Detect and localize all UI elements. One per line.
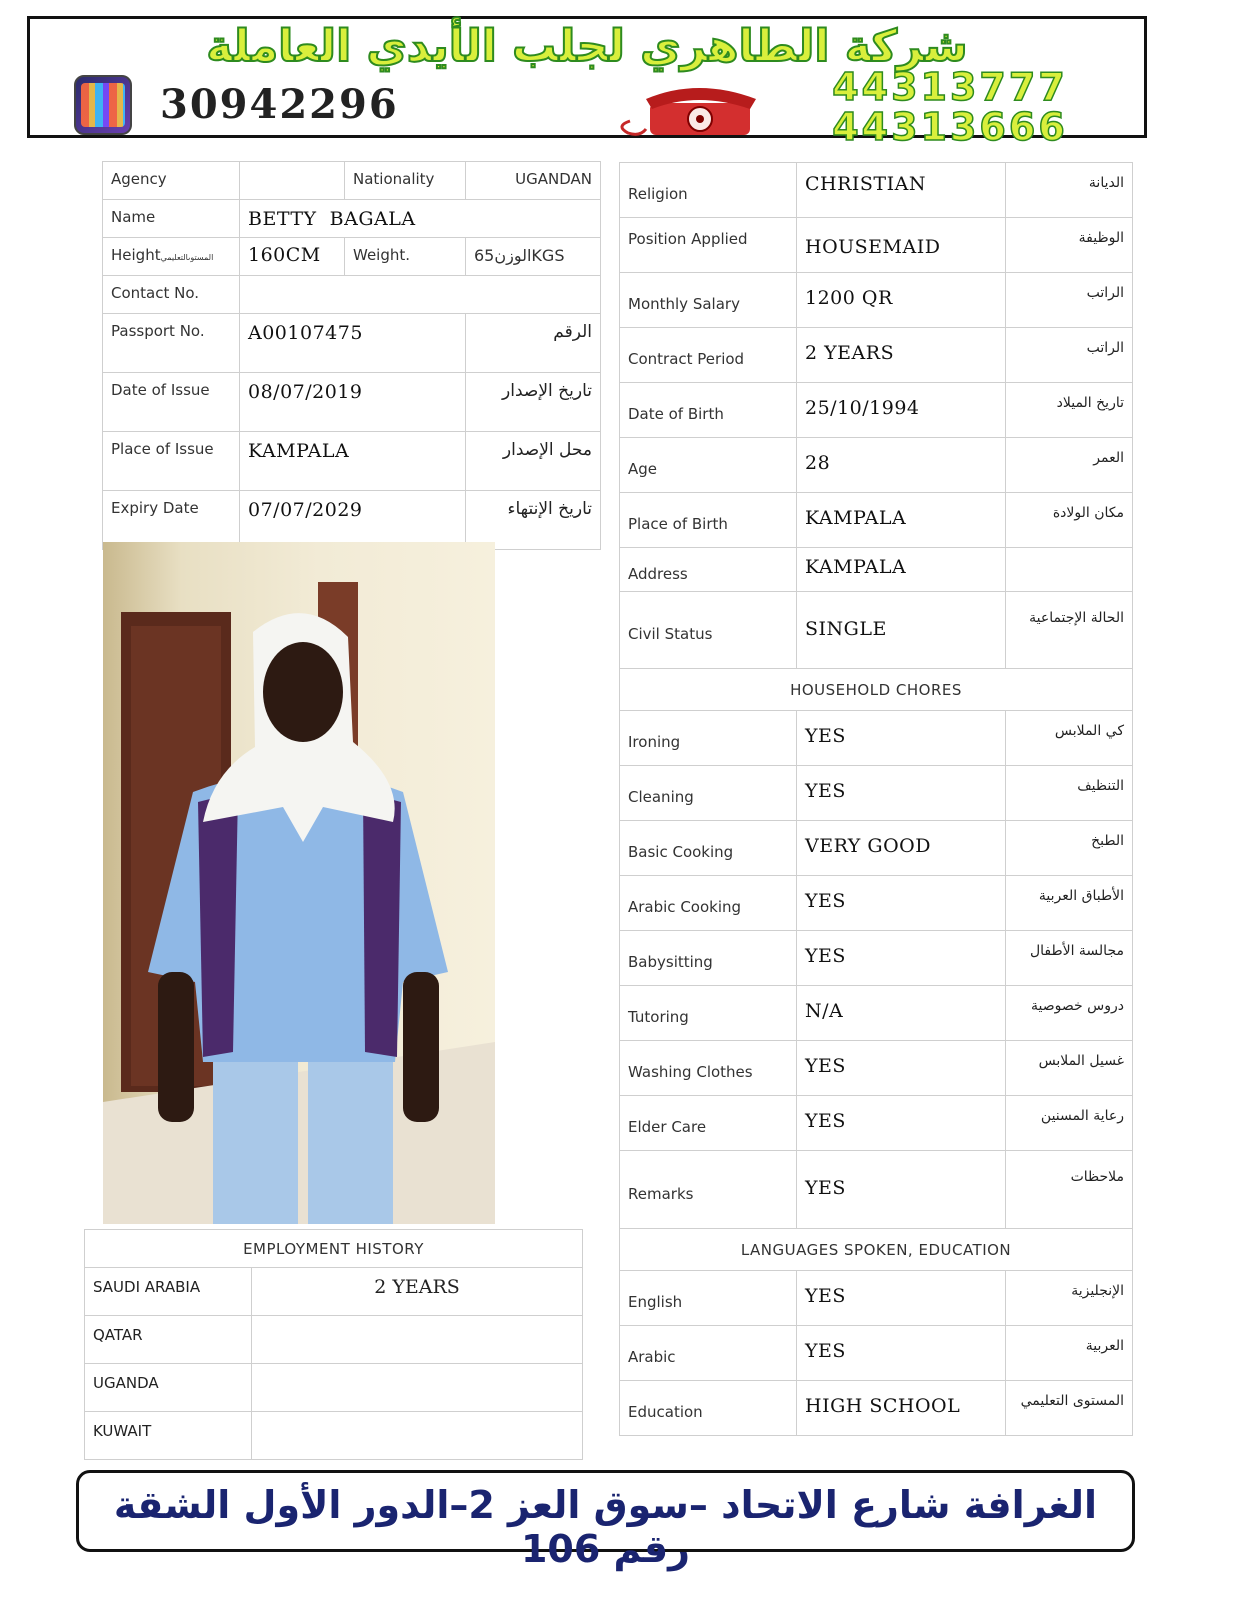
language-label: Education bbox=[620, 1381, 797, 1436]
passport-arabic-label: الرقم bbox=[466, 314, 601, 373]
detail-row bbox=[620, 592, 1133, 669]
detail-arabic-label: مكان الولادة bbox=[1006, 493, 1133, 548]
detail-arabic-label: الوظيفة bbox=[1006, 218, 1133, 273]
employment-heading: EMPLOYMENT HISTORY bbox=[85, 1230, 583, 1268]
address-footer bbox=[76, 1470, 1135, 1571]
detail-value: 25/10/1994 bbox=[797, 383, 1006, 438]
issue-place-value: KAMPALA bbox=[240, 432, 466, 491]
height-value: 160CM bbox=[240, 238, 345, 276]
nationality-value: UGANDAN bbox=[466, 162, 601, 200]
chore-label: Arabic Cooking bbox=[620, 876, 797, 931]
detail-row bbox=[620, 328, 1133, 383]
height-label: Height bbox=[111, 246, 161, 264]
detail-value: HOUSEMAID bbox=[797, 218, 1006, 273]
chore-row bbox=[620, 986, 1133, 1041]
issue-place-label: Place of Issue bbox=[103, 432, 240, 491]
detail-arabic-label: الديانة bbox=[1006, 163, 1133, 218]
detail-label: Civil Status bbox=[620, 592, 797, 669]
chore-arabic-label: رعاية المسنين bbox=[1006, 1096, 1133, 1151]
language-row bbox=[620, 1271, 1133, 1326]
chore-row bbox=[620, 1041, 1133, 1096]
language-arabic-label: العربية bbox=[1006, 1326, 1133, 1381]
detail-label: Address bbox=[620, 548, 797, 592]
detail-arabic-label: الحالة الإجتماعية bbox=[1006, 592, 1133, 669]
detail-row bbox=[620, 383, 1133, 438]
detail-arabic-label: الراتب bbox=[1006, 273, 1133, 328]
expiry-arabic-label: تاريخ الإنتهاء bbox=[466, 491, 601, 550]
chore-row bbox=[620, 1096, 1133, 1151]
employment-years: 2 YEARS bbox=[252, 1268, 583, 1316]
candidate-details-table bbox=[619, 162, 1133, 1436]
expiry-label: Expiry Date bbox=[103, 491, 240, 550]
employment-row bbox=[85, 1316, 583, 1364]
language-label: English bbox=[620, 1271, 797, 1326]
candidate-photo bbox=[103, 542, 495, 1224]
chore-value: YES bbox=[797, 766, 1006, 821]
landline-number-1: 44313777 bbox=[832, 65, 1068, 109]
chore-value: YES bbox=[797, 1041, 1006, 1096]
height-label-cell bbox=[103, 238, 240, 276]
chore-row bbox=[620, 711, 1133, 766]
chore-value: YES bbox=[797, 931, 1006, 986]
nationality-label: Nationality bbox=[345, 162, 466, 200]
detail-value: 28 bbox=[797, 438, 1006, 493]
detail-value: SINGLE bbox=[797, 592, 1006, 669]
chore-value: YES bbox=[797, 1096, 1006, 1151]
employment-country: UGANDA bbox=[85, 1364, 252, 1412]
agency-value bbox=[240, 162, 345, 200]
chore-row bbox=[620, 876, 1133, 931]
agency-label: Agency bbox=[103, 162, 240, 200]
chore-arabic-label: التنظيف bbox=[1006, 766, 1133, 821]
employment-history-table bbox=[84, 1229, 583, 1460]
name-label: Name bbox=[103, 200, 240, 238]
employment-row bbox=[85, 1412, 583, 1460]
chore-arabic-label: دروس خصوصية bbox=[1006, 986, 1133, 1041]
chore-arabic-label: الطبخ bbox=[1006, 821, 1133, 876]
issue-date-value: 08/07/2019 bbox=[240, 373, 466, 432]
height-small-arabic: المستوىالتعليمي bbox=[160, 253, 214, 262]
weight-value: 65الوزنKGS bbox=[466, 238, 601, 276]
detail-label: Contract Period bbox=[620, 328, 797, 383]
household-chores-heading: HOUSEHOLD CHORES bbox=[620, 669, 1133, 711]
detail-row bbox=[620, 218, 1133, 273]
chore-label: Elder Care bbox=[620, 1096, 797, 1151]
header-banner bbox=[27, 16, 1147, 149]
chore-value: YES bbox=[797, 1151, 1006, 1229]
chore-label: Cleaning bbox=[620, 766, 797, 821]
landline-number-2: 44313666 bbox=[832, 105, 1068, 149]
detail-value: 1200 QR bbox=[797, 273, 1006, 328]
chore-label: Remarks bbox=[620, 1151, 797, 1229]
detail-label: Date of Birth bbox=[620, 383, 797, 438]
weight-label: Weight. bbox=[345, 238, 466, 276]
company-name: شركة الطاهري لجلب الأيدي العاملة bbox=[206, 21, 968, 72]
passport-info-table bbox=[102, 161, 601, 550]
detail-label: Age bbox=[620, 438, 797, 493]
detail-value: 2 YEARS bbox=[797, 328, 1006, 383]
language-label: Arabic bbox=[620, 1326, 797, 1381]
employment-country: SAUDI ARABIA bbox=[85, 1268, 252, 1316]
detail-label: Religion bbox=[620, 163, 797, 218]
chore-value: YES bbox=[797, 876, 1006, 931]
language-arabic-label: المستوى التعليمي bbox=[1006, 1381, 1133, 1436]
smartphone-icon bbox=[74, 75, 132, 135]
language-row bbox=[620, 1381, 1133, 1436]
chore-arabic-label: غسيل الملابس bbox=[1006, 1041, 1133, 1096]
chore-arabic-label: مجالسة الأطفال bbox=[1006, 931, 1133, 986]
chore-row bbox=[620, 821, 1133, 876]
contact-value bbox=[240, 276, 601, 314]
chore-row bbox=[620, 766, 1133, 821]
detail-arabic-label: الراتب bbox=[1006, 328, 1133, 383]
telephone-icon bbox=[610, 81, 760, 137]
employment-row bbox=[85, 1364, 583, 1412]
detail-row bbox=[620, 273, 1133, 328]
language-value: HIGH SCHOOL bbox=[797, 1381, 1006, 1436]
chore-label: Ironing bbox=[620, 711, 797, 766]
chore-row bbox=[620, 1151, 1133, 1229]
detail-value: KAMPALA bbox=[797, 548, 1006, 592]
employment-years bbox=[252, 1412, 583, 1460]
issue-place-arabic-label: محل الإصدار bbox=[466, 432, 601, 491]
detail-arabic-label: العمر bbox=[1006, 438, 1133, 493]
detail-arabic-label bbox=[1006, 548, 1133, 592]
passport-label: Passport No. bbox=[103, 314, 240, 373]
chore-arabic-label: الأطباق العربية bbox=[1006, 876, 1133, 931]
language-value: YES bbox=[797, 1326, 1006, 1381]
chore-label: Washing Clothes bbox=[620, 1041, 797, 1096]
detail-value: KAMPALA bbox=[797, 493, 1006, 548]
name-value: BETTY BAGALA bbox=[240, 200, 601, 238]
detail-row bbox=[620, 438, 1133, 493]
detail-label: Monthly Salary bbox=[620, 273, 797, 328]
mobile-number: 30942296 bbox=[160, 81, 399, 128]
chore-label: Basic Cooking bbox=[620, 821, 797, 876]
chore-label: Tutoring bbox=[620, 986, 797, 1041]
chore-arabic-label: كي الملابس bbox=[1006, 711, 1133, 766]
chore-value: YES bbox=[797, 711, 1006, 766]
employment-years bbox=[252, 1364, 583, 1412]
chore-value: N/A bbox=[797, 986, 1006, 1041]
detail-arabic-label: تاريخ الميلاد bbox=[1006, 383, 1133, 438]
detail-row bbox=[620, 493, 1133, 548]
employment-country: QATAR bbox=[85, 1316, 252, 1364]
languages-heading: LANGUAGES SPOKEN, EDUCATION bbox=[620, 1229, 1133, 1271]
chore-arabic-label: ملاحظات bbox=[1006, 1151, 1133, 1229]
detail-value: CHRISTIAN bbox=[797, 163, 1006, 218]
issue-date-arabic-label: تاريخ الإصدار bbox=[466, 373, 601, 432]
detail-label: Position Applied bbox=[620, 218, 797, 273]
office-address: الغرافة شارع الاتحاد –سوق العز 2–الدور الأول الشقة رقم 106 bbox=[113, 1483, 1098, 1571]
chore-value: VERY GOOD bbox=[797, 821, 1006, 876]
language-row bbox=[620, 1326, 1133, 1381]
employment-row bbox=[85, 1268, 583, 1316]
passport-value: A00107475 bbox=[240, 314, 466, 373]
issue-date-label: Date of Issue bbox=[103, 373, 240, 432]
detail-row bbox=[620, 163, 1133, 218]
contact-label: Contact No. bbox=[103, 276, 240, 314]
language-arabic-label: الإنجليزية bbox=[1006, 1271, 1133, 1326]
detail-row bbox=[620, 548, 1133, 592]
employment-years bbox=[252, 1316, 583, 1364]
chore-label: Babysitting bbox=[620, 931, 797, 986]
chore-row bbox=[620, 931, 1133, 986]
expiry-value: 07/07/2029 bbox=[240, 491, 466, 550]
language-value: YES bbox=[797, 1271, 1006, 1326]
detail-label: Place of Birth bbox=[620, 493, 797, 548]
employment-country: KUWAIT bbox=[85, 1412, 252, 1460]
